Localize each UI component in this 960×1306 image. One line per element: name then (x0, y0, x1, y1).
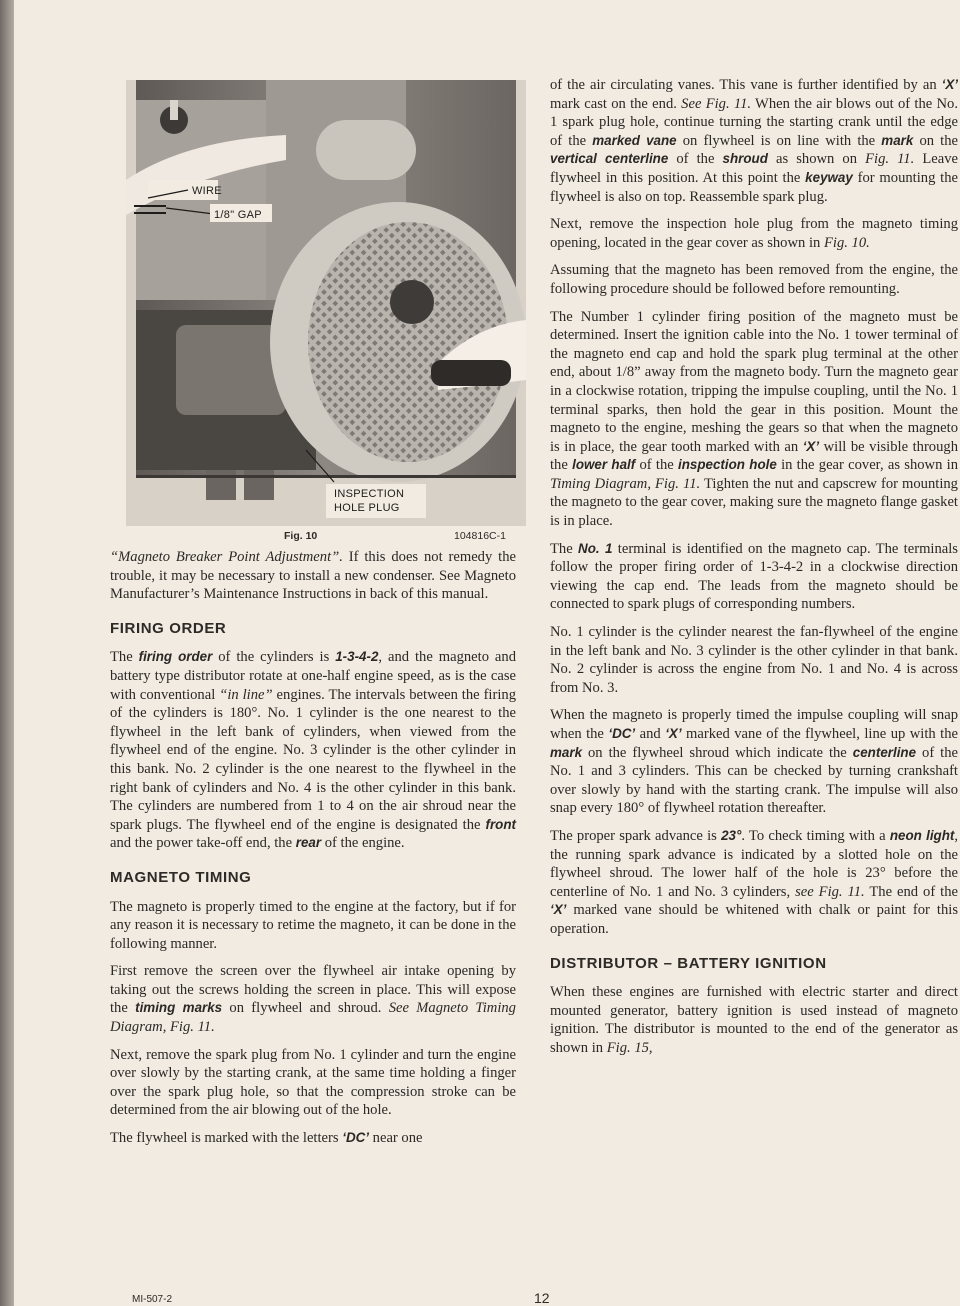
emph: inspection hole (677, 457, 777, 473)
label-inspection-line2: HOLE PLUG (334, 502, 400, 514)
paragraph (550, 827, 958, 939)
emph: marked vane (592, 132, 677, 148)
emph: centerline (852, 744, 917, 760)
text: as shown on (767, 151, 866, 168)
emph: ‘X’ (550, 902, 567, 918)
paragraph (550, 540, 958, 614)
ref-text: See Magneto Timing Diagram, Fig. 11. (110, 1000, 516, 1036)
emph: 1-3-4-2 (335, 649, 379, 665)
ref-text: Fig. 15, (606, 1039, 653, 1056)
emph: keyway (805, 169, 853, 185)
emph: vertical centerline (550, 151, 669, 167)
text: near one (369, 1130, 423, 1147)
emph: 23° (721, 827, 742, 843)
ref-text: Fig. 11. (865, 151, 915, 168)
emph: ‘X’ (941, 77, 958, 92)
text: , and the magneto and battery type distributor rotate at one-half engine speed, as is the case with conventional (110, 649, 516, 703)
document-code: MI-507-2 (132, 1294, 173, 1305)
emph: No. 1 (578, 540, 613, 556)
emph: firing order (138, 649, 213, 665)
emph: front (485, 816, 516, 832)
text: of the air circulating vanes. This vane is further identified by an (550, 77, 942, 93)
text: will be visible through the (550, 438, 958, 474)
emph: timing marks (135, 1000, 223, 1016)
text: When these engines are furnished with electric starter and direct mounted generator, battery ignition is used instead of magneto ignition. The distributor is mounted to the end of the generator as shown in (550, 984, 958, 1056)
emph: ‘X’ (802, 438, 820, 454)
label-wire: WIRE (192, 185, 222, 197)
text: . To check timing with a (741, 827, 890, 844)
text: terminal is identified on the magneto cap. The terminals follow the proper firing order of 1-3-4-2 in a clockwise direction viewing the cap end. The leads from the magneto should be connected to spark plugs of corresponding numbers. (550, 540, 958, 613)
text: in the gear cover, as shown in (776, 457, 958, 474)
paragraph (550, 308, 958, 531)
figure-10-photo (126, 80, 526, 526)
emph: mark (881, 132, 914, 148)
figure-caption: Fig. 10 (284, 530, 318, 542)
heading-distributor-battery-ignition: DISTRIBUTOR – BATTERY IGNITION (550, 954, 827, 972)
paragraph (110, 1129, 516, 1148)
paragraph (550, 983, 958, 1057)
engine-illustration (126, 80, 526, 526)
emph: rear (295, 835, 322, 851)
text: mark cast on the end. (550, 95, 682, 112)
text: First remove the screen over the flywheel air intake opening by taking out the screws holding the screen in place. This will expose the (110, 963, 516, 1017)
ref-text: see Fig. 11. (795, 883, 865, 900)
text: Next, remove the inspection hole plug from the magneto timing opening, located in the gear cover as shown in (550, 216, 958, 251)
ref-text: See Fig. 11. (681, 95, 752, 112)
text: The (110, 649, 139, 666)
text: on flywheel is on line with the (676, 132, 882, 149)
text: of the No. 1 and 3 cylinders. This can be checked by turning crankshaft over slowly by hand with the starting crank. The impulse will also snap every 180° of flywheel rotation thereafter. (550, 744, 958, 817)
page-number: 12 (534, 1290, 550, 1306)
text: on flywheel and shroud. (222, 1000, 389, 1017)
paragraph (550, 76, 958, 206)
crank-hub (390, 280, 434, 324)
magneto (176, 325, 286, 415)
paragraph: The magneto is properly timed to the engine at the factory, but if for any reason it is necessary to retime the magneto, it can be done in the following manner. (110, 898, 516, 952)
heading-magneto-timing: MAGNETO TIMING (110, 868, 252, 886)
label-gap: 1/8" GAP (214, 209, 262, 221)
text: and (635, 726, 666, 742)
text: The end of the (864, 883, 958, 900)
text: Tighten the nut and capscrew for mounting the magneto to the gear cover, making sure the magneto flange gasket is in place. (550, 475, 958, 530)
right-column (550, 76, 958, 1067)
emph: ‘DC’ (608, 726, 636, 741)
heading-firing-order: FIRING ORDER (110, 619, 227, 637)
figure-id: 104816C-1 (454, 530, 506, 542)
paragraph: No. 1 cylinder is the cylinder nearest the fan-flywheel of the engine in the left bank and No. 3 cylinder is the other cylinder in that bank. No. 2 cylinder is across the engine from No. 1 and No. 4 is across from No. 3. (550, 624, 958, 696)
text: The (550, 540, 579, 557)
text: of the engine. (321, 835, 405, 852)
text: on the (913, 132, 958, 149)
paragraph (550, 215, 958, 252)
ref-text: “in line” (219, 686, 273, 703)
text: marked vane should be whitened with chalk or paint for this operation. (550, 902, 958, 937)
emph: neon light (889, 827, 955, 843)
paragraph (110, 548, 516, 604)
ref-text: Timing Diagram, Fig. 11. (550, 475, 701, 492)
emph: mark (550, 744, 583, 760)
text: The proper spark advance is (550, 827, 722, 844)
manual-page (14, 0, 960, 1306)
left-column (110, 548, 516, 1157)
text: on the flywheel shroud which indicate the (582, 744, 853, 761)
text: Leave flywheel in this position. At this point the (550, 151, 958, 186)
paragraph: Next, remove the spark plug from No. 1 cylinder and turn the engine over slowly by the starting crank, at the same time holding a finger over the spark plug hole, so that the compression stroke can be determined from the air blowing out of the hole. (110, 1046, 516, 1119)
starting-crank (431, 360, 511, 386)
text: The Number 1 cylinder firing position of the magneto must be determined. Insert the ignition cable into the No. 1 tower terminal of the magneto end cap and hold the spark plug terminal at the other end, about 1/8” away from the magneto body. Turn the magneto gear in a clockwise rotation, tripping the impulse coupling, until the No. 1 terminal sparks, then hold the gear in this position. Mount the magneto to the engine, meshing the gears so that when the magneto is in place, the gear tooth marked with an (550, 308, 958, 455)
paragraph: Assuming that the magneto has been removed from the engine, the following procedure should be followed before remounting. (550, 262, 958, 297)
text: The flywheel is marked with the letters (110, 1130, 343, 1147)
emph: ‘X’ (665, 726, 682, 741)
text: engines. The intervals between the firing of the cylinders is 180°. No. 1 cylinder is the one nearest to the flywheel in the left bank of cylinders, when viewed from the flywheel end of the engine. No. 3 cylinder is the other cylinder in this bank. No. 2 cylinder is the one nearest to the flywheel in the right bank of cylinders and No. 4 is the other cylinder in this bank. The cylinders are numbered from 1 to 4 on the air shroud near the spark plugs. The flywheel end of the engine is designated the (110, 686, 516, 833)
emph: ‘DC’ (342, 1130, 370, 1146)
text: of the cylinders is (212, 649, 336, 666)
emph: lower half (572, 457, 636, 473)
text: If this does not remedy the trouble, it may be necessary to install a new condenser. See Magneto Manufacturer’s Maintenance Instructions in back of this manual. (110, 549, 516, 603)
text: marked vane of the flywheel, line up with the (681, 726, 958, 742)
text: , the running spark advance is indicated by a slotted hole on the flywheel shroud. The lower half of the hole is 23° before the centerline of No. 1 and No. 3 cylinders, (550, 827, 959, 900)
text: for mounting the flywheel is also on top. Reassemble spark plug. (550, 169, 958, 205)
text: When the air blows out of the No. 1 spark plug hole, continue turning the starting crank until the edge of the (550, 95, 958, 149)
paragraph (550, 706, 958, 818)
paragraph (110, 962, 516, 1036)
paragraph (110, 648, 516, 853)
ref-text: Fig. 10. (823, 234, 870, 251)
text: When the magneto is properly timed the impulse coupling will snap when the (550, 707, 958, 742)
text: and the power take-off end, the (110, 835, 296, 852)
emph: shroud (722, 151, 768, 167)
text: of the (668, 151, 723, 168)
label-inspection-line1: INSPECTION (334, 488, 405, 500)
text: of the (635, 457, 678, 474)
ref-text: “Magneto Breaker Point Adjustment”. (110, 549, 343, 565)
page-binding-edge (0, 0, 14, 1306)
